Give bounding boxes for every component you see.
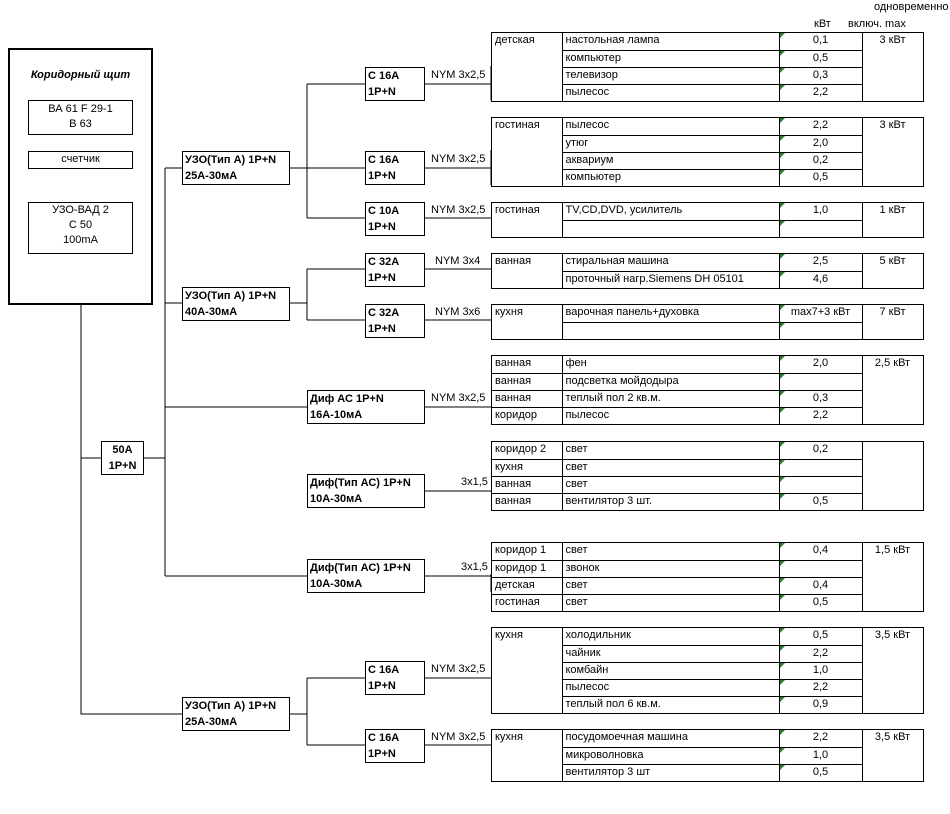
room-cell: гостиная (492, 118, 562, 135)
main-switch: ВА 61 F 29-1 В 63 (28, 100, 133, 135)
circuit-group (491, 729, 924, 782)
load-cell (562, 322, 779, 339)
room-cell (492, 747, 562, 764)
table-row (492, 560, 862, 577)
room-cell: ванная (492, 356, 562, 373)
load-cell: звонок (562, 560, 779, 577)
circuit-group (491, 253, 924, 289)
table-row (492, 169, 862, 186)
cable-label: NYM 3х4 (435, 255, 481, 267)
power-cell: 2,2 (779, 679, 862, 696)
table-row (492, 135, 862, 152)
corridor-panel (8, 48, 153, 305)
room-cell (492, 662, 562, 679)
simultaneous-header: включ. max (848, 18, 906, 30)
load-cell: пылесос (562, 118, 779, 135)
room-cell (492, 152, 562, 169)
load-cell: свет (562, 543, 779, 560)
power-cell: 1,0 (779, 747, 862, 764)
cable-label: NYM 3х6 (435, 306, 481, 318)
power-cell: 2,2 (779, 84, 862, 101)
table-row (492, 118, 862, 135)
load-cell: проточный нагр.Siemens DH 05101 (562, 271, 779, 288)
table-row (492, 628, 862, 645)
table-row (492, 390, 862, 407)
room-cell: ванная (492, 476, 562, 493)
table-row (492, 373, 862, 390)
max-power: 1,5 кВт (874, 544, 911, 556)
max-power: 3 кВт (879, 34, 906, 46)
power-cell (779, 220, 862, 237)
room-cell: кухня (492, 305, 562, 322)
load-cell: микроволновка (562, 747, 779, 764)
room-cell (492, 271, 562, 288)
room-cell: гостиная (492, 203, 562, 220)
breaker-1: С 16А 1Р+N (365, 67, 425, 101)
room-cell: ванная (492, 254, 562, 271)
power-cell: 2,2 (779, 118, 862, 135)
power-cell: 0,5 (779, 169, 862, 186)
breaker-4: С 32А 1Р+N (365, 253, 425, 287)
power-cell (779, 459, 862, 476)
breaker-2: С 16А 1Р+N (365, 151, 425, 185)
room-cell (492, 220, 562, 237)
table-row (492, 322, 862, 339)
breaker-6: С 16А 1Р+N (365, 661, 425, 695)
room-cell: кухня (492, 459, 562, 476)
room-cell (492, 764, 562, 781)
table-row (492, 645, 862, 662)
power-cell: 0,5 (779, 50, 862, 67)
table-row (492, 305, 862, 322)
room-cell: кухня (492, 628, 562, 645)
power-cell: 0,1 (779, 33, 862, 50)
rcbo-3: Диф(Тип АС) 1Р+N 10А-30мА (307, 559, 425, 593)
room-cell: коридор 1 (492, 543, 562, 560)
load-cell: фен (562, 356, 779, 373)
load-cell: вентилятор 3 шт (562, 764, 779, 781)
breaker-3: С 10А 1Р+N (365, 202, 425, 236)
load-cell: подсветка мойдодыра (562, 373, 779, 390)
room-cell: коридор 1 (492, 560, 562, 577)
power-cell: 2,5 (779, 254, 862, 271)
table-row (492, 33, 862, 50)
power-cell: 0,3 (779, 390, 862, 407)
load-cell: компьютер (562, 169, 779, 186)
table-row (492, 476, 862, 493)
load-cell: TV,CD,DVD, усилитель (562, 203, 779, 220)
power-cell: 0,2 (779, 152, 862, 169)
circuit-group (491, 542, 924, 612)
circuit-group (491, 202, 924, 238)
circuit-group (491, 627, 924, 714)
room-cell (492, 169, 562, 186)
cable-label: 3х1,5 (461, 476, 488, 488)
table-row (492, 67, 862, 84)
room-cell: ванная (492, 390, 562, 407)
table-row (492, 203, 862, 220)
load-cell: пылесос (562, 679, 779, 696)
breaker-7: С 16А 1Р+N (365, 729, 425, 763)
power-cell: max7+3 кВт (779, 305, 862, 322)
power-cell: 2,2 (779, 730, 862, 747)
table-row (492, 764, 862, 781)
power-cell: 2,2 (779, 645, 862, 662)
cable-label: NYM 3х2,5 (431, 69, 486, 81)
max-power: 3 кВт (879, 119, 906, 131)
table-row (492, 220, 862, 237)
load-cell: чайник (562, 645, 779, 662)
electric-meter: счетчик (28, 151, 133, 169)
main-breaker: 50А 1Р+N (101, 441, 144, 475)
load-cell: свет (562, 442, 779, 459)
power-cell: 0,5 (779, 764, 862, 781)
rcd-1: УЗО(Тип А) 1Р+N 25А-30мА (182, 151, 290, 185)
table-row (492, 696, 862, 713)
max-power: 3,5 кВт (874, 731, 911, 743)
panel-title: Коридорный щит (30, 69, 131, 81)
load-cell: вентилятор 3 шт. (562, 493, 779, 510)
load-cell: свет (562, 594, 779, 611)
table-row (492, 662, 862, 679)
load-cell: пылесос (562, 84, 779, 101)
table-row (492, 356, 862, 373)
circuit-group (491, 355, 924, 425)
max-power: 1 кВт (879, 204, 906, 216)
power-cell: 0,5 (779, 493, 862, 510)
load-cell: утюг (562, 135, 779, 152)
max-power: 3,5 кВт (874, 629, 911, 641)
power-cell: 2,0 (779, 356, 862, 373)
room-cell: детская (492, 33, 562, 50)
room-cell: коридор 2 (492, 442, 562, 459)
load-cell: настольная лампа (562, 33, 779, 50)
circuit-group (491, 441, 924, 511)
table-row (492, 50, 862, 67)
room-cell (492, 50, 562, 67)
table-row (492, 271, 862, 288)
power-cell (779, 560, 862, 577)
table-row (492, 594, 862, 611)
table-row (492, 442, 862, 459)
power-cell (779, 476, 862, 493)
room-cell: гостиная (492, 594, 562, 611)
power-cell: 1,0 (779, 662, 862, 679)
load-cell: посудомоечная машина (562, 730, 779, 747)
table-row (492, 84, 862, 101)
table-row (492, 747, 862, 764)
load-cell: варочная панель+духовка (562, 305, 779, 322)
circuit-group (491, 304, 924, 340)
room-cell (492, 696, 562, 713)
room-cell: ванная (492, 373, 562, 390)
load-cell: теплый пол 6 кв.м. (562, 696, 779, 713)
power-cell: 0,5 (779, 628, 862, 645)
max-power: 2,5 кВт (874, 357, 911, 369)
load-cell: комбайн (562, 662, 779, 679)
power-cell (779, 322, 862, 339)
cable-label: NYM 3х2,5 (431, 392, 486, 404)
room-cell (492, 67, 562, 84)
power-cell: 0,2 (779, 442, 862, 459)
load-cell: свет (562, 459, 779, 476)
rcbo-2: Диф(Тип АС) 1Р+N 10А-30мА (307, 474, 425, 508)
rcbo-1: Диф АС 1Р+N 16А-10мА (307, 390, 425, 424)
table-row (492, 543, 862, 560)
table-row (492, 493, 862, 510)
room-cell (492, 645, 562, 662)
power-cell: 0,9 (779, 696, 862, 713)
load-cell (562, 220, 779, 237)
load-cell: свет (562, 577, 779, 594)
load-cell: холодильник (562, 628, 779, 645)
power-cell: 0,4 (779, 577, 862, 594)
cable-label: NYM 3х2,5 (431, 663, 486, 675)
room-cell (492, 135, 562, 152)
load-cell: компьютер (562, 50, 779, 67)
power-cell (779, 373, 862, 390)
circuit-group (491, 117, 924, 187)
room-cell (492, 84, 562, 101)
load-cell: пылесос (562, 407, 779, 424)
power-cell: 0,5 (779, 594, 862, 611)
feed-line (81, 304, 182, 714)
table-row (492, 407, 862, 424)
power-cell: 0,4 (779, 543, 862, 560)
table-row (492, 679, 862, 696)
load-cell: свет (562, 476, 779, 493)
rcd-2: УЗО(Тип А) 1Р+N 40А-30мА (182, 287, 290, 321)
max-power: 5 кВт (879, 255, 906, 267)
power-cell: 4,6 (779, 271, 862, 288)
room-cell (492, 679, 562, 696)
rcd-3: УЗО(Тип А) 1Р+N 25А-30мА (182, 697, 290, 731)
room-cell: ванная (492, 493, 562, 510)
power-cell: 2,2 (779, 407, 862, 424)
room-cell: коридор (492, 407, 562, 424)
max-power: 7 кВт (879, 306, 906, 318)
unit-header: кВт (814, 18, 831, 30)
power-cell: 1,0 (779, 203, 862, 220)
room-cell: детская (492, 577, 562, 594)
load-cell: теплый пол 2 кв.м. (562, 390, 779, 407)
table-row (492, 730, 862, 747)
load-cell: аквариум (562, 152, 779, 169)
panel-rcd: УЗО-ВАД 2 С 50 100mA (28, 202, 133, 254)
power-cell: 2,0 (779, 135, 862, 152)
load-cell: телевизор (562, 67, 779, 84)
load-cell: стиральная машина (562, 254, 779, 271)
simultaneous-header: одновременно (874, 1, 949, 13)
table-row (492, 254, 862, 271)
table-row (492, 577, 862, 594)
breaker-5: С 32А 1Р+N (365, 304, 425, 338)
cable-label: NYM 3х2,5 (431, 153, 486, 165)
room-cell: кухня (492, 730, 562, 747)
power-cell: 0,3 (779, 67, 862, 84)
cable-label: 3х1,5 (461, 561, 488, 573)
circuit-group (491, 32, 924, 102)
cable-label: NYM 3х2,5 (431, 731, 486, 743)
table-row (492, 459, 862, 476)
cable-label: NYM 3х2,5 (431, 204, 486, 216)
table-row (492, 152, 862, 169)
room-cell (492, 322, 562, 339)
